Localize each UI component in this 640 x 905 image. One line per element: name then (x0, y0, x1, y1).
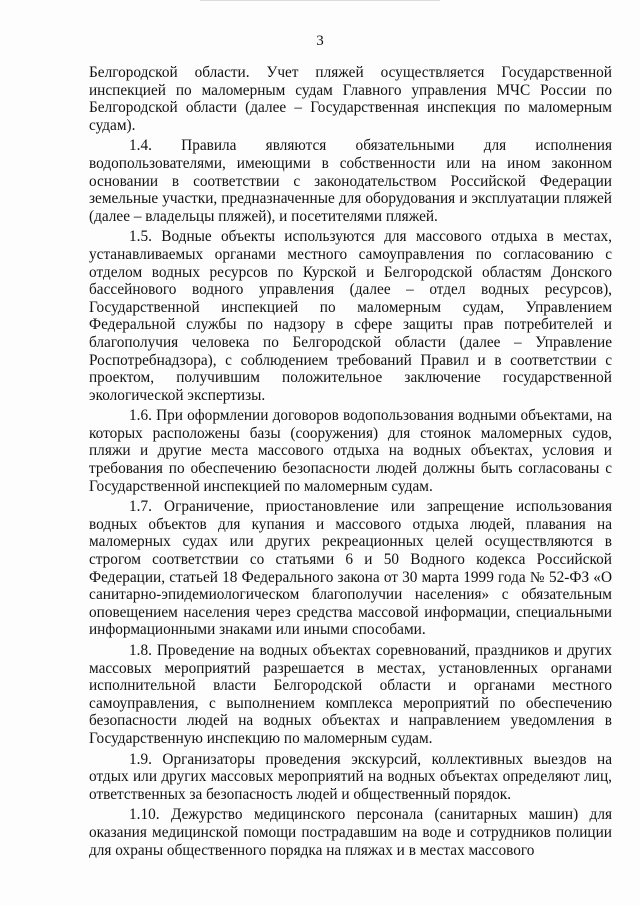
paragraph-1-10: 1.10. Дежурство медицинского персонала (санитарных машин) для оказания медицинской помощи пострадавшим на воде и сотрудников полиции для охраны общественного порядка на пляжах и в местах массового (89, 806, 612, 859)
paragraph-1-8: 1.8. Проведение на водных объектах соревнований, праздников и других массовых мероприятий разрешается в местах, установленных органами исполнительной власти Белгородской области и органами местного самоуправления, с выполнением комплекса мероприятий по обеспечению безопасности людей на водных объектах и направлением уведомления в Государственную инспекцию по маломерным судам. (89, 642, 612, 747)
page-number: 3 (316, 33, 324, 49)
paragraph-1-9: 1.9. Организаторы проведения экскурсий, коллективных выездов на отдых или других массовых мероприятий на водных объектах определяют лиц, ответственных за безопасность людей и общественный порядок. (89, 750, 612, 803)
scan-edge-line (200, 0, 440, 1)
paragraph-1-7: 1.7. Ограничение, приостановление или запрещение использования водных объектов для купания и массового отдыха людей, плавания на маломерных судах или других рекреационных целей осуществляются в строгом соответствии со статьями 6 и 50 Водного кодекса Российской Федерации, статьей 18 Федерального закона от 30 марта 1999 года № 52-ФЗ «О санитарно-эпидемиологическом благополучии населения» с обязательным оповещением населения через средства массовой информации, специальными информационными знаками или иными способами. (89, 498, 612, 639)
paragraph-1-6: 1.6. При оформлении договоров водопользования водными объектами, на которых расположены базы (сооружения) для стоянок маломерных судов, пляжи и другие места массового отдыха на водных объектах, условия и требования по обеспечению безопасности людей должны быть согласованы с Государственной инспекцией по маломерным судам. (89, 407, 612, 495)
paragraph-1-4: 1.4. Правила являются обязательными для исполнения водопользователями, имеющими в собственности или на ином законном основании в соответствии с законодательством Российской Федерации земельные участки, предназначенные для оборудования и эксплуатации пляжей (далее – владельцы пляжей), и посетителями пляжей. (89, 137, 612, 225)
document-body (89, 64, 612, 862)
paragraph-1-5: 1.5. Водные объекты используются для массового отдыха в местах, устанавливаемых органами местного самоуправления по согласованию с отделом водных ресурсов по Курской и Белгородской областям Донского бассейнового водного управления (далее – отдел водных ресурсов), Государственной инспекцией по маломерным судам, Управлением Федеральной службы по надзору в сфере защиты прав потребителей и благополучия человека по Белгородской области (далее – Управление Роспотребнадзора), с соблюдением требований Правил и в соответствии с проектом, получившим положительное заключение государственной экологической экспертизы. (89, 228, 612, 404)
paragraph-continuation: Белгородской области. Учет пляжей осуществляется Государственной инспекцией по маломерным судам Главного управления МЧС России по Белгородской области (далее – Государственная инспекция по маломерным судам). (89, 64, 612, 134)
